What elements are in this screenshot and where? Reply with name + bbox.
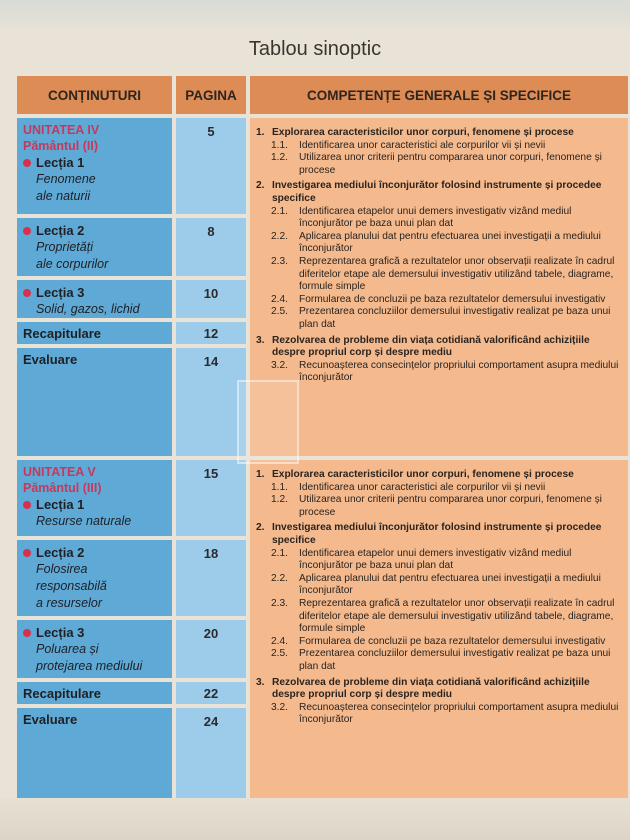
competence-1-2: 1.2. Utilizarea unor criterii pentru compararea unor corpuri, fenomene și procese <box>271 152 602 176</box>
unit4-lesson2-page: 8 <box>176 218 246 276</box>
competence-g1: 1. Explorarea caracteristicilor unor corpuri, fenomene și procese <box>256 469 574 480</box>
unit5-eval-page: 24 <box>176 708 246 800</box>
unit5-lesson3-cell <box>17 620 172 678</box>
unit4-lesson3-cell <box>17 280 172 318</box>
competence-2-1: 2.1. Identificarea etapelor unui demers investigativ vizând mediul înconjurător pe baza unui plan dat <box>271 205 572 230</box>
unit5-lesson3-topic-1: Poluarea și <box>36 642 99 656</box>
bullet-icon <box>23 501 31 509</box>
competence-g2: 2. Investigarea mediului înconjurător folosind instrumente și procedee specifice <box>256 522 602 546</box>
unit5-recap-page: 22 <box>176 682 246 704</box>
unit4-lesson1-label: Lecția 1 <box>23 154 166 171</box>
unit4-lesson1-cell <box>17 118 172 214</box>
unit5-lesson3-page: 20 <box>176 620 246 678</box>
unit5-subtitle: Pământul (III) <box>23 481 102 495</box>
unit5-recap-cell <box>17 682 172 704</box>
unit4-eval-label: Evaluare <box>23 352 78 367</box>
unit5-lesson2-cell <box>17 540 172 616</box>
competence-g2: 2. Investigarea mediului înconjurător folosind instrumente și procedee specifice <box>256 180 602 204</box>
competence-1-2: 1.2. Utilizarea unor criterii pentru compararea unor corpuri, fenomene și procese <box>271 494 602 518</box>
unit4-lesson1-topic-1: Fenomene <box>36 172 96 186</box>
unit5-lesson1-label: Lecția 1 <box>23 496 166 513</box>
watermark-box <box>237 380 299 464</box>
competence-2-3: 2.3. Reprezentarea grafică a rezultatelor unor observații realizate în cadrul diferitelor etape ale demersului investigativ utilizând tabele, diagrame, formule simple <box>271 597 615 635</box>
unit5-lesson1-page: 15 <box>176 460 246 536</box>
bullet-icon <box>23 159 31 167</box>
header-pagina: PAGINA <box>176 76 246 114</box>
unit5-eval-cell <box>17 708 172 800</box>
unit4-lesson1-page: 5 <box>176 118 246 214</box>
page-bottom-margin <box>0 798 630 840</box>
competence-2-4: 2.4. Formularea de concluzii pe baza rezultatelor demersului investigativ <box>271 293 606 305</box>
unit4-recap-page: 12 <box>176 322 246 344</box>
competence-2-5: 2.5. Prezentarea concluziilor demersului investigativ realizat pe baza unui plan dat <box>271 648 611 672</box>
competence-2-1: 2.1. Identificarea etapelor unui demers investigativ vizând mediul înconjurător pe baza unui plan dat <box>271 547 572 572</box>
unit5-lesson2-topic-1: Folosirea <box>36 562 88 576</box>
unit4-lesson2-topic-1: Proprietăți <box>36 240 93 254</box>
header-continuturi: CONȚINUTURI <box>17 76 172 114</box>
competence-3-2: 3.2. Recunoașterea consecințelor propriului comportament asupra mediului înconjurător <box>271 701 619 726</box>
unit5-lesson2-topic-3: a resurselor <box>36 596 102 610</box>
unit5-title: UNITATEA V <box>23 465 96 479</box>
unit4-lesson2-label: Lecția 2 <box>23 222 166 239</box>
competence-2-2: 2.2. Aplicarea planului dat pentru efectuarea unei investigații a mediului înconjurător <box>271 572 601 597</box>
unit4-eval-cell <box>17 348 172 456</box>
unit4-lesson3-page: 10 <box>176 280 246 318</box>
unit5-lesson2-label: Lecția 2 <box>23 544 166 561</box>
bullet-icon <box>23 227 31 235</box>
unit4-title: UNITATEA IV <box>23 123 100 137</box>
bullet-icon <box>23 549 31 557</box>
competence-2-5: 2.5. Prezentarea concluziilor demersului investigativ realizat pe baza unui plan dat <box>271 306 611 330</box>
unit4-recap-label: Recapitulare <box>23 326 102 341</box>
unit5-lesson2-page: 18 <box>176 540 246 616</box>
unit4-recap-cell <box>17 322 172 344</box>
unit5-eval-label: Evaluare <box>23 712 78 727</box>
top-strip <box>0 0 630 30</box>
bullet-icon <box>23 629 31 637</box>
page-title: Tablou sinoptic <box>248 38 382 60</box>
competence-1-1: 1.1. Identificarea unor caracteristici ale corpurilor vii și nevii <box>271 481 546 493</box>
unit4-competences <box>250 118 628 456</box>
unit5-lesson1-topic-1: Resurse naturale <box>36 514 132 528</box>
header-competente: COMPETENȚE GENERALE ȘI SPECIFICE <box>250 76 628 114</box>
unit5-lesson3-label: Lecția 3 <box>23 624 166 641</box>
competence-1-1: 1.1. Identificarea unor caracteristici ale corpurilor vii și nevii <box>271 139 546 151</box>
competence-2-3: 2.3. Reprezentarea grafică a rezultatelor unor observații realizate în cadrul diferitelor etape ale demersului investigativ utilizând tabele, diagrame, formule simple <box>271 255 615 293</box>
unit4-lesson3-topic-1: Solid, gazos, lichid <box>36 302 140 316</box>
competence-2-2: 2.2. Aplicarea planului dat pentru efectuarea unei investigații a mediului înconjurător <box>271 230 601 255</box>
unit5-lesson1-cell <box>17 460 172 536</box>
unit5-competences <box>250 460 628 800</box>
unit4-lesson2-cell <box>17 218 172 276</box>
unit4-lesson3-label: Lecția 3 <box>23 284 166 301</box>
unit5-recap-label: Recapitulare <box>23 686 102 701</box>
unit4-subtitle: Pământul (II) <box>23 139 99 153</box>
bullet-icon <box>23 289 31 297</box>
competence-g3: 3. Rezolvarea de probleme din viața cotidiană valorificând achizițiile despre propriul corp și despre mediu <box>256 676 590 701</box>
unit5-lesson3-topic-2: protejarea mediului <box>36 659 143 673</box>
unit4-lesson2-topic-2: ale corpurilor <box>36 257 109 271</box>
competence-g3: 3. Rezolvarea de probleme din viața cotidiană valorificând achizițiile despre propriul corp și despre mediu <box>256 334 590 359</box>
unit4-lesson1-topic-2: ale naturii <box>36 189 91 203</box>
unit5-lesson2-topic-2: responsabilă <box>36 579 107 593</box>
competence-3-2: 3.2. Recunoașterea consecințelor propriului comportament asupra mediului înconjurător <box>271 359 619 384</box>
competence-2-4: 2.4. Formularea de concluzii pe baza rezultatelor demersului investigativ <box>271 635 606 647</box>
competence-g1: 1. Explorarea caracteristicilor unor corpuri, fenomene și procese <box>256 127 574 138</box>
unit4-eval-page: 14 <box>176 348 246 456</box>
